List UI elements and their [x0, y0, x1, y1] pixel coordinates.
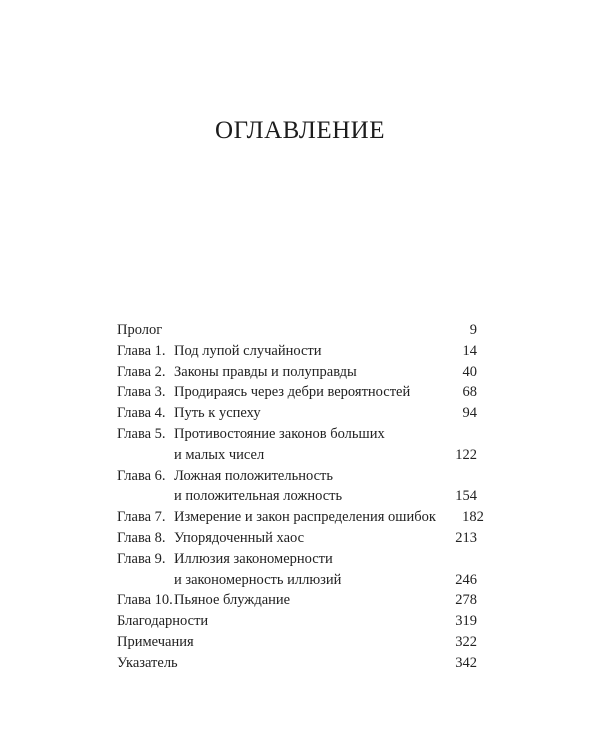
- chapter-title-line: и положительная ложность: [174, 488, 343, 505]
- chapter-title-line: и закономерность иллюзий: [174, 571, 342, 588]
- table-of-contents: [117, 320, 484, 674]
- chapter-title-line: Ложная положительность: [174, 467, 333, 484]
- toc-entry-text: Пролог: [117, 322, 163, 338]
- toc-entry-chapter-10: [117, 590, 477, 611]
- chapter-title-line: Законы правды и полуправды: [174, 363, 357, 380]
- toc-page-number: 278: [455, 592, 477, 609]
- toc-entry-text: [174, 549, 429, 591]
- chapter-label: Глава 1.: [117, 342, 166, 359]
- toc-entry-chapter-9: [117, 549, 477, 591]
- chapter-title-line: Упорядоченный хаос: [174, 529, 305, 546]
- toc-entry-chapter-8: [117, 528, 477, 549]
- toc-entry-text: Примечания: [117, 633, 194, 650]
- toc-page-number: 40: [462, 363, 477, 380]
- chapter-label: Глава 5.: [117, 425, 166, 442]
- toc-entry-text: [174, 382, 429, 403]
- toc-entry-text: [174, 466, 429, 508]
- toc-entry-text: [174, 424, 429, 466]
- toc-entry-notes: [117, 632, 477, 653]
- toc-entry-chapter-5: [117, 424, 477, 466]
- toc-entry-text: [174, 403, 429, 424]
- toc-page-number: 14: [462, 342, 477, 359]
- chapter-title-line: и малых чисел: [174, 446, 265, 463]
- chapter-label: Глава 4.: [117, 405, 166, 422]
- chapter-label: Глава 3.: [117, 384, 166, 401]
- chapter-title-line: Иллюзия закономерности: [174, 550, 333, 567]
- toc-page-number: 154: [455, 488, 477, 505]
- chapter-label: Глава 2.: [117, 363, 166, 380]
- toc-page-number: 213: [455, 529, 477, 546]
- chapter-title-line: Продираясь через дебри вероятностей: [174, 384, 411, 401]
- chapter-label: Глава 8.: [117, 529, 166, 546]
- toc-entry-text: Указатель: [117, 654, 178, 671]
- toc-page-number: 342: [455, 654, 477, 671]
- toc-page-number: 122: [455, 446, 477, 463]
- chapter-title-line: Противостояние законов больших: [174, 425, 385, 442]
- toc-entry-chapter-7: [117, 507, 484, 528]
- toc-page-number: 94: [462, 405, 477, 422]
- chapter-label: Глава 9.: [117, 550, 166, 567]
- toc-entry-index: [117, 653, 477, 674]
- chapter-title-line: Пьяное блуждание: [174, 592, 291, 609]
- toc-entry-chapter-3: [117, 382, 477, 403]
- chapter-title-line: Под лупой случайности: [174, 342, 322, 359]
- toc-page-number: 68: [462, 384, 477, 401]
- toc-entry-text: [174, 362, 429, 383]
- toc-entry-chapter-1: [117, 341, 477, 362]
- toc-entry-chapter-6: [117, 466, 477, 508]
- toc-entry-text: [174, 341, 429, 362]
- toc-page-number: 9: [469, 322, 477, 338]
- toc-entry-prologue: [117, 320, 477, 341]
- toc-entry-text: [174, 507, 436, 528]
- toc-page-number: 319: [455, 613, 477, 630]
- toc-entry-acknowledgements: [117, 611, 477, 632]
- chapter-title-line: Путь к успеху: [174, 405, 261, 422]
- chapter-label: Глава 6.: [117, 467, 166, 484]
- toc-page-number: 182: [462, 509, 484, 526]
- toc-entry-chapter-2: [117, 362, 477, 383]
- toc-entry-text: Благодарности: [117, 613, 209, 630]
- chapter-label: Глава 7.: [117, 509, 166, 526]
- toc-entry-text: [174, 590, 429, 611]
- toc-entry-chapter-4: [117, 403, 477, 424]
- toc-page-number: 246: [455, 571, 477, 588]
- chapter-label: Глава 10.: [117, 592, 173, 609]
- page-title: ОГЛАВЛЕНИЕ: [215, 117, 385, 144]
- chapter-title-line: Измерение и закон распределения ошибок: [174, 509, 436, 526]
- toc-page-number: 322: [455, 633, 477, 650]
- toc-entry-text: [174, 528, 429, 549]
